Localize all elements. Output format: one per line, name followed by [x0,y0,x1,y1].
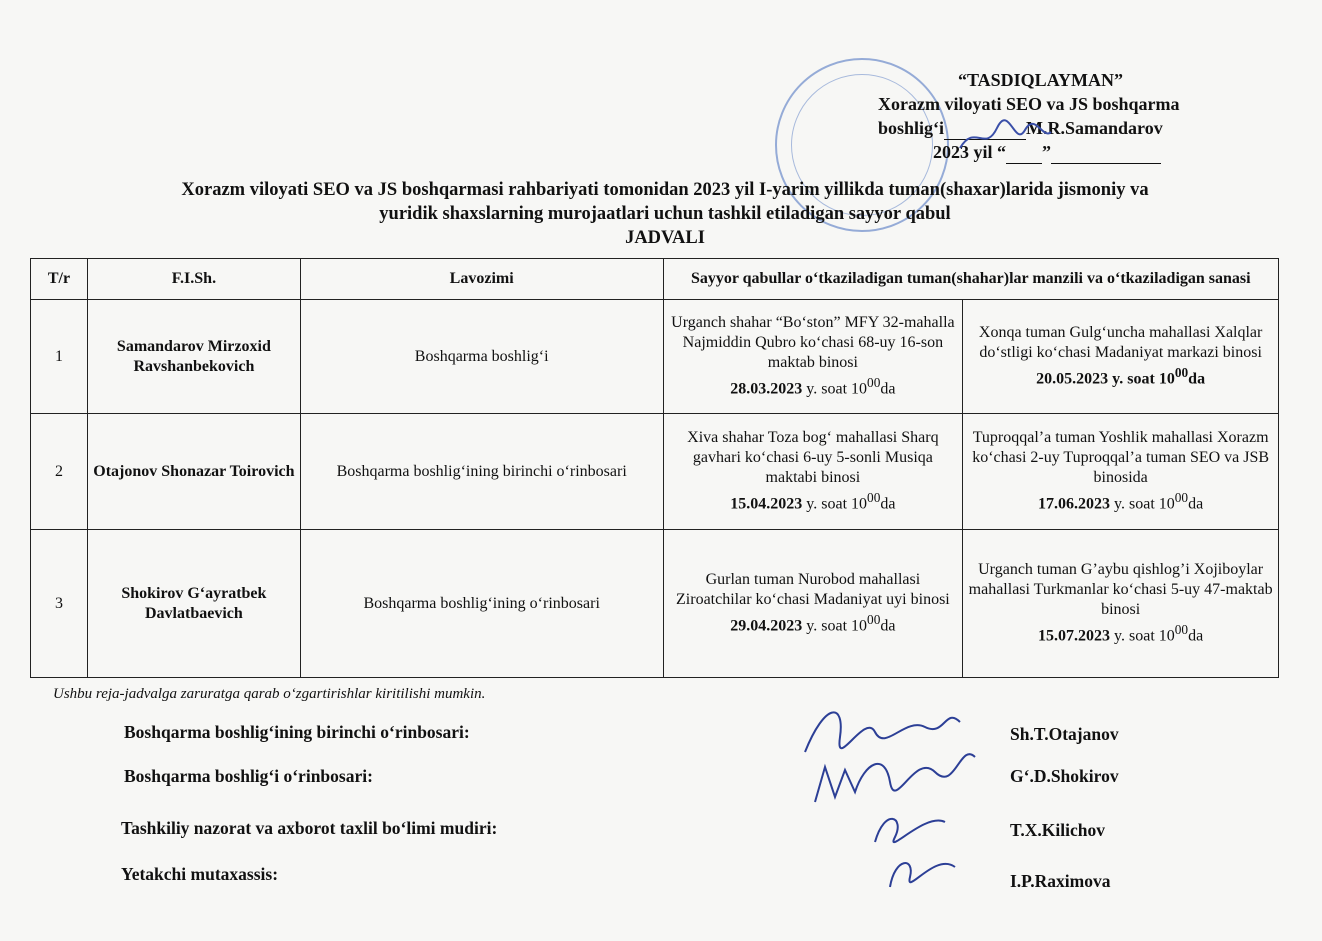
time2-pre: y. soat 10 [1110,495,1175,513]
signature-role-4: Yetakchi mutaxassis: [121,864,279,884]
row-place1 [663,414,963,530]
place1-text: Xiva shahar Toza bog‘ mahallasi Sharq gavhari ko‘chasi 6-uy 5-sonli Musiqa maktabi binosi [687,429,939,487]
place1-date [668,488,959,514]
row-name: Shokirov G‘ayratbek Davlatbaevich [87,530,300,678]
approval-date-prefix: 2023 yil “ [933,142,1007,162]
signature-role-2: Boshqarma boshlig‘i o‘rinbosari: [124,766,373,786]
date1: 29.04.2023 [730,617,803,635]
date2: 15.07.2023 [1038,627,1111,645]
approval-line2 [878,116,1258,140]
handwritten-signatures-icon [795,692,985,902]
place2-text: Xonqa tuman Gulg‘uncha mahallasi Xalqlar do‘stligi ko‘chasi Madaniyat markazi binosi [978,324,1263,362]
time1-sup: 00 [867,375,881,391]
approval-line2-prefix: boshlig‘i [878,118,945,138]
header-places: Sayyor qabullar o‘tkaziladigan tuman(shahar)lar manzili va o‘tkaziladigan sanasi [663,259,1278,300]
signature-name-3: T.X.Kilichov [1010,820,1105,840]
time1-pre: y. soat 10 [802,380,868,398]
approval-block [878,68,1258,164]
date-month-line [1051,145,1161,164]
row-position: Boshqarma boshlig‘ining birinchi o‘rinbosari [300,414,663,530]
header-position: Lavozimi [300,259,663,300]
signature-role-3: Tashkiliy nazorat va axborot taxlil bo‘limi mudiri: [121,818,498,838]
time2-sup: 00 [1174,490,1189,506]
row-position: Boshqarma boshlig‘i [300,300,663,414]
table-row [31,300,1279,414]
table-row [31,530,1279,678]
date2: 20.05.2023 y. soat 10 [1036,370,1175,388]
title-line2: yuridik shaxslarning murojaatlari uchun tashkil etiladigan sayyor qabul [379,204,951,224]
approval-line1: Xorazm viloyati SEO va JS boshqarma [878,94,1180,114]
place1-text: Gurlan tuman Nurobod mahallasi Ziroatchilar ko‘chasi Madaniyat uyi binosi [676,571,950,609]
row-name: Samandarov Mirzoxid Ravshanbekovich [87,300,300,414]
table-row [31,414,1279,530]
row-name: Otajonov Shonazar Toirovich [87,414,300,530]
time1-post: da [880,380,896,398]
approval-date-quote: ” [1042,142,1052,162]
table-header-row [31,259,1279,300]
time1-post: da [880,617,896,635]
time2-sup: 00 [1174,365,1189,381]
place1-text: Urganch shahar “Bo‘ston” MFY 32-mahalla Najmiddin Qubro ko‘chasi 68-uy 16-son maktab binosi [671,314,955,372]
row-place2 [963,414,1279,530]
time2-post: da [1188,627,1204,645]
place2-text: Urganch tuman G’aybu qishlog’i Xojiboylar mahallasi Turkmanlar ko‘chasi 5-uy 47-maktab binosi [968,561,1273,619]
time1-sup: 00 [867,612,881,628]
time1-pre: y. soat 10 [802,495,868,513]
date1: 15.04.2023 [730,495,803,513]
signature-name-1: Sh.T.Otajanov [1010,724,1119,744]
time2-post: da [1188,370,1206,388]
row-position: Boshqarma boshlig‘ining o‘rinbosari [300,530,663,678]
row-num: 1 [31,300,88,414]
place1-date [668,373,959,399]
row-place1 [663,530,963,678]
row-num: 3 [31,530,88,678]
title-line1: Xorazm viloyati SEO va JS boshqarmasi rahbariyati tomonidan 2023 yil I-yarim yillikda tuman(shaxar)larida jismoniy va [181,180,1149,200]
time2-sup: 00 [1174,622,1189,638]
approver-name: M.R.Samandarov [1026,118,1163,138]
signature-role-1: Boshqarma boshlig‘ining birinchi o‘rinbosari: [124,722,470,742]
place2-date [967,620,1274,646]
time1-sup: 00 [867,490,881,506]
header-num: T/r [31,259,88,300]
approval-heading: “TASDIQLAYMAN” [958,70,1124,90]
row-place1 [663,300,963,414]
place2-date [967,488,1274,514]
header-name: F.I.Sh. [87,259,300,300]
schedule-table [30,258,1279,678]
schedule-note: Ushbu reja-jadvalga zaruratga qarab o‘zgartirishlar kiritilishi mumkin. [53,686,486,702]
place2-text: Tuproqqal’a tuman Yoshlik mahallasi Xorazm ko‘chasi 2-uy Tuproqqal’a tuman SEO va JSB binosida [972,429,1270,487]
time1-pre: y. soat 10 [802,617,868,635]
time2-pre: y. soat 10 [1110,627,1175,645]
approver-signature-icon [955,118,1055,158]
row-place2 [963,300,1279,414]
row-num: 2 [31,414,88,530]
time1-post: da [880,495,896,513]
place1-date [668,610,959,636]
date1: 28.03.2023 [730,380,803,398]
place2-date [967,363,1274,389]
title-line3: JADVALI [625,228,705,248]
row-place2 [963,530,1279,678]
document-title [40,178,1290,250]
approval-line3 [878,140,1258,164]
signature-name-4: I.P.Raximova [1010,871,1111,891]
time2-post: da [1188,495,1204,513]
signature-name-2: G‘.D.Shokirov [1010,766,1119,786]
date2: 17.06.2023 [1038,495,1111,513]
